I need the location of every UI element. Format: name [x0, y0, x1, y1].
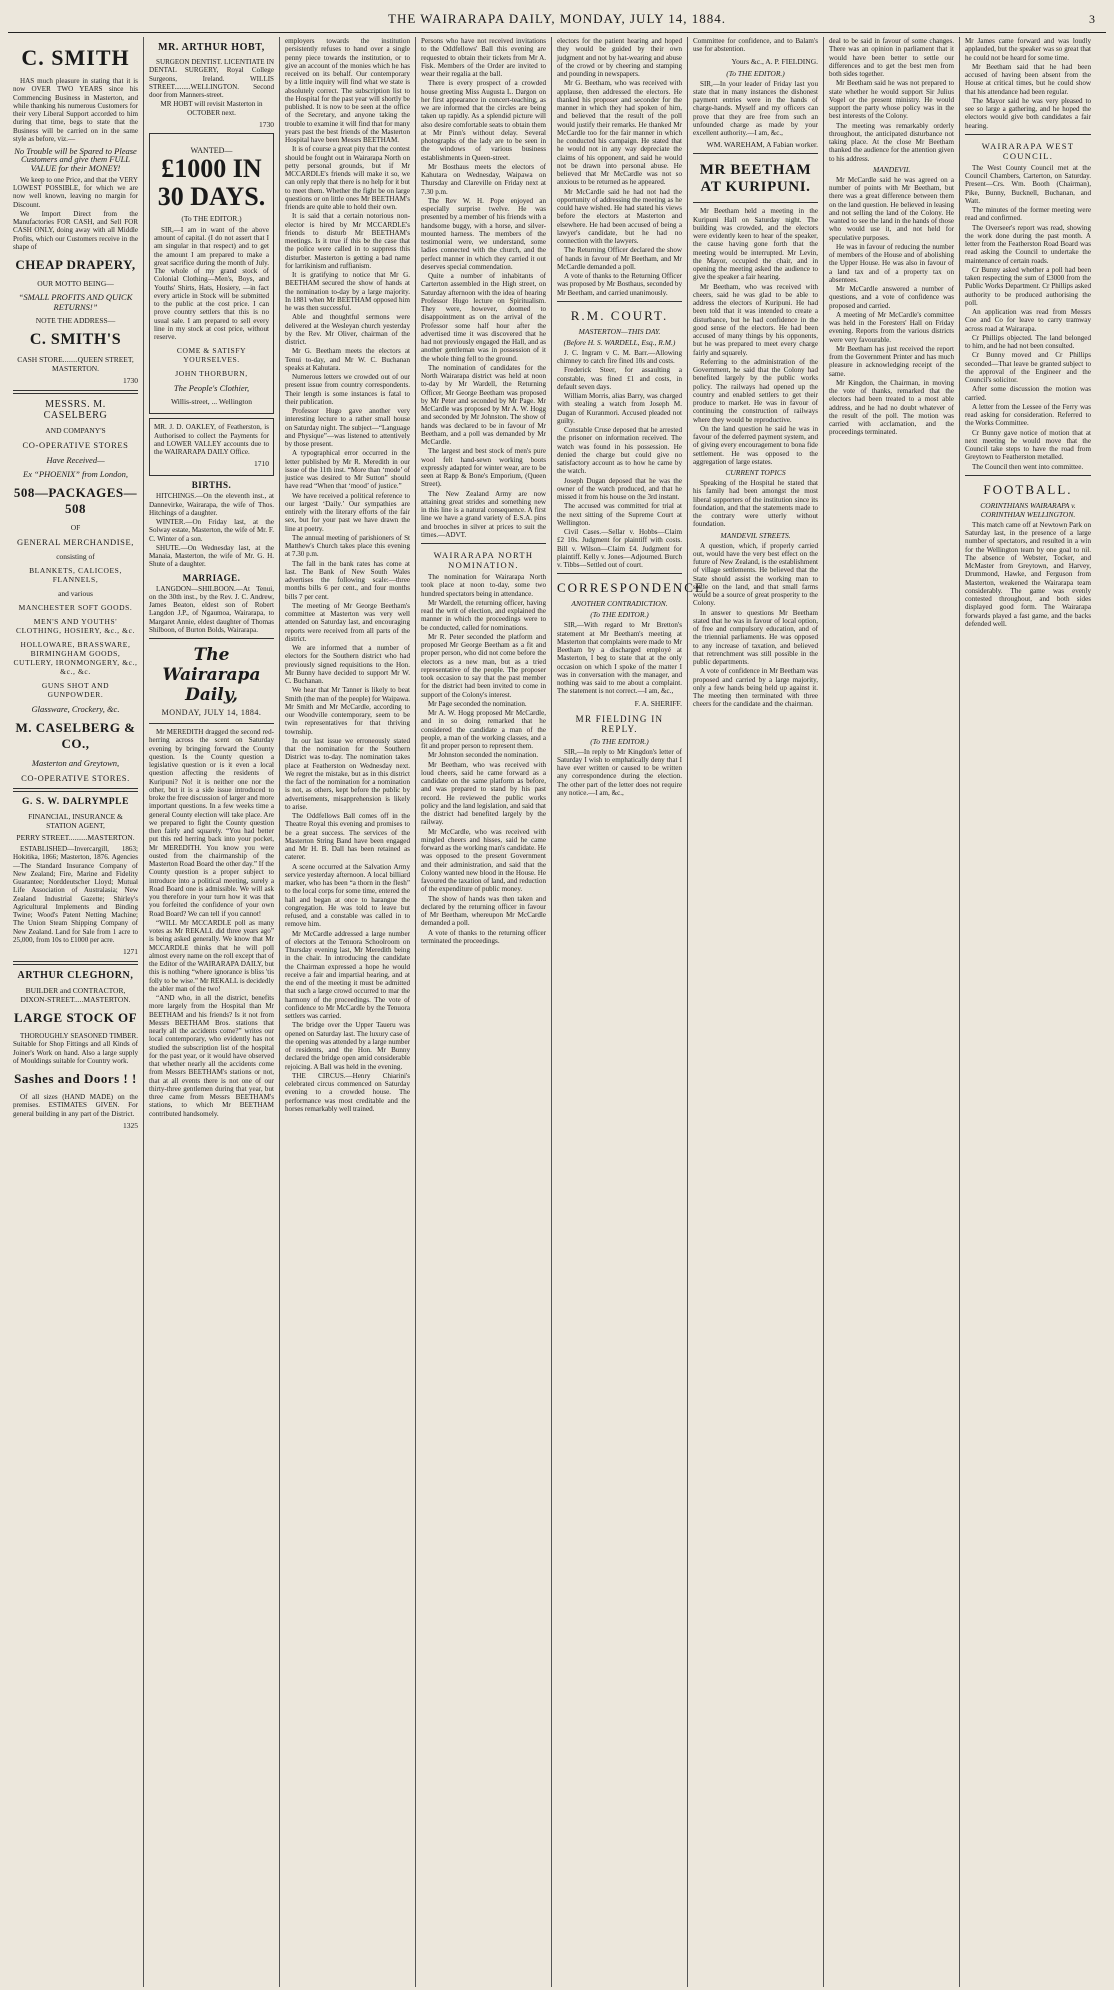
col4-p6: The nomination of candidates for the North Wairarapa district was held at noon to-day by Mr Wardell, the Returning Officer, Mr George Beetham was proposed by Mr Peter and seconded by Mr Page. Mr McCardle was proposed by Mr A. W. Hogg and seconded by Mr Johnston. The show of hands was declared to be in favour of Mr Beetham, and a poll was demanded by Mr McCardle. — [421, 363, 546, 446]
wanted-amount: £1000 IN 30 DAYS. — [157, 153, 266, 211]
divider — [693, 202, 818, 203]
oakley-number: 1710 — [254, 459, 269, 469]
thorburn-signature: JOHN THORBURN, — [175, 369, 248, 379]
divider — [557, 301, 682, 302]
col3-p21: THE CIRCUS.—Henry Chiarini's celebrated circus commenced on Saturday evening to a crowded house. The performance was most creditable and the horses remarkably well trained. — [285, 1071, 410, 1113]
thorburn-place: Willis-street, ... Wellington — [170, 397, 253, 407]
thorburn-ad — [149, 133, 274, 415]
editorial-1: Mr MEREDITH dragged the second red-herring across the scent on Saturday evening by bringing forward the County question. Is the County question a legislative question or is it even a local question affecting the residents of Kuripuni? No! it is neither one nor the other, but it is a side issue introduced to broke the free discussion of larger and more important questions. In a few weeks time a general County election will take place. Are we prepared to fight the County question then fairly and squarely. “You had better put this red herring back into your pocket, Mr MEREDITH. You know you were ousted from the chairmanship of the Masterton Road Board the other day.” If the County question is a proper subject to introduce into a political meeting, surely a Road Board one is admissible. We will ask you therefore in your turn how it was that you forfeited the confidence of your own Road Board? We can tell if you cannot! — [149, 728, 274, 918]
ad-number-2: 1271 — [123, 947, 138, 956]
col6-p7: Speaking of the Hospital he stated that his family had been amongst the most liberal supporters of the institution since its foundation, and that the statements made to the contrary were utterly without foundation. — [693, 479, 818, 529]
mandevil-streets: MANDEVIL STREETS. — [720, 530, 791, 540]
columns — [8, 37, 1106, 1987]
thorburn-letter: SIR,—I am in want of the above amount of capital. (I do not assert that I am singular in that respect) and to get the amount I am prepared to make a great sacrifice during the month of July. The whole of my grand stock of Colonial Clothing—Men's, Boys, and Youths' Shirts, Hats, Hosiery, —in fact every article in Stock will be submitted to the public at the cost price. I can prove country settlers that this is no usual sale. I am prepared to sell every line in my stock at cost price, without reserve. — [154, 225, 269, 341]
col7-p4: Mr McCardle said he was agreed on a number of points with Mr Beetham, but there was a great difference between them on the land question. He believed in leasing and not selling the land of the Colony. He wanted to see the land in the hands of those who would use it, and not held for speculative purposes. — [829, 175, 954, 242]
marriage-1: LANGDON—SHILBOON.—At Tenui, on the 30th inst., by the Rev. J. C. Andrew, James Beaton, eldest son of Robert Langdon J.P., of Ngaumoa, Wairarapa, to Margaret Annie, eldest daughter of Thomas Shilboon, of Burton Bolds, Wairarapa. — [149, 584, 274, 634]
note-address: NOTE THE ADDRESS— — [35, 316, 116, 325]
divider — [13, 390, 138, 394]
to-editor-1: (To THE EDITOR.) — [590, 610, 649, 620]
col8-p12: A letter from the Lessee of the Ferry was read asking for consideration. Referred to the Works Committee. — [965, 402, 1091, 428]
col4-p5: Quite a number of inhabitants of Carterton assembled in the High street, on Saturday afternoon with the idea of hearing Professor Hugo lecture on Spiritualism. They were, however, doomed to disappointment as on the arrival of the Professor some half hour after the advertised time it was discovered that he had not previously engaged the Hall, and as another gentleman was in possession of it the whole thing fell to the ground. — [421, 272, 546, 363]
packages: 508—PACKAGES—508 — [13, 485, 138, 516]
col6-p6: On the land question he said he was in favour of the deferred payment system, and of giving every encouragement to bona fide settlement. He was opposed to the aggregation of large estates. — [693, 424, 818, 466]
wanted-label: WANTED— — [190, 145, 233, 155]
col3-p19: Mr McCardle addressed a large number of electors at the Tenuora Schoolroom on Thursday evening last, Mr Meredith being in the chair. In introducing the candidate the Chairman expressed a hope he would receive a fair and impartial hearing, and at the end of the meeting it must be admitted that such a large crowd occurred to mar the harmony of the proceedings. The vote of confidence to Mr McCardle by the Tenuora settlers was carried. — [285, 929, 410, 1020]
council-heading: WAIRARAPA WEST COUNCIL. — [981, 140, 1075, 161]
col5-p4: The Returning Officer declared the show of hands in favour of Mr Beetham, and Mr McCardle demanded a poll. — [557, 246, 682, 271]
ad-number-1: 1730 — [123, 376, 138, 385]
come-satisfy: COME & SATISFY YOURSELVES. — [176, 346, 247, 365]
col8-p2: Mr Beetham said that he had been accused of having been absent from the House at critical times, but he could show that his attendance had been regular. — [965, 62, 1091, 96]
col8-p4: The West County Council met at the Council Chambers, Carterton, on Saturday. Present—Crs. Wm. Booth (Chairman), Pike, Bunny, Bucknell, Buchanan, and Watt. — [965, 163, 1091, 205]
court-heading: R.M. COURT. — [570, 307, 669, 323]
editorial-3: “AND who, in all the district, benefits more largely from the Hospital than Mr BEETHAM and his friends? Is it not from Messrs BEETHAM Bros. stations that nearly all the accidents come?” writes our local contemporary, who evidently has not studied the subscription list of the hospital for the past year, or it would have observed that whether nearly all the accidents come from Messrs BEETHAM's stations or not, that at all events there is not one of our thirty-three gentlemen during that year, but three came from Messrs BEETHAM's stations, to which Mr BEETHAM contributed handsomely. — [149, 994, 274, 1118]
col8-p14: The Council then went into committee. — [972, 462, 1084, 471]
col5-p12: Civil Cases.—Sellar v. Hobbs—Claim £2 10s. Judgment for plaintiff with costs. Bill v. Wilson—Claim £4. Judgment for plaintiff. Kelly v. Jones—Adjourned. Burch v. Tibbs—Settled out of court. — [557, 528, 682, 569]
cheap-drapery: CHEAP DRAPERY, — [15, 257, 136, 272]
col6-p1: Committee for confidence, and to Balam's use for abstention. — [693, 37, 818, 54]
large-stock: LARGE STOCK OF — [13, 1010, 138, 1025]
hobt-name: MR. ARTHUR HOBT, — [158, 42, 265, 53]
col8-p8: An application was read from Messrs Coe and Co for leave to carry tramway across road at Wairarapa. — [965, 308, 1091, 333]
to-editor: (To THE EDITOR.) — [181, 213, 242, 223]
col3-p17: The Oddfellows Ball comes off in the Theatre Royal this evening and promises to be a great success. The services of the Masterton String Band have been engaged and Mr H. B. Dall has been retained as caterer. — [285, 812, 410, 862]
blankets: BLANKETS, CALICOES, FLANNELS, — [29, 566, 122, 584]
col4-p4: The Rev W. H. Pope enjoyed an especially surprise twelve. He was presented by a member of his friends with a handsome buggy, with a horse, and silver-mounted harness. The members of the testimonial were, we understand, some ladies connected with the church, and the perfect manner in which they carried it out deserves special commendation. — [421, 196, 546, 271]
col8-p3: The Mayor said he was very pleased to see so large a gathering, and he hoped the electors would give both candidates a fair hearing. — [965, 96, 1091, 130]
correspondence-sub: ANOTHER CONTRADICTION. — [571, 599, 668, 609]
large-stock-text: THOROUGHLY SEASONED TIMBER. Suitable for Shop Fittings and all Kinds of Joiner's Work on hand. Also a large supply of Mouldings suitable for Country work. — [13, 1032, 138, 1065]
consisting-label: consisting of — [56, 552, 95, 561]
editorial-2: “WILL Mr MCCARDLE poll as many votes as Mr REKALL did three years ago” is being asked generally. We know that Mr MCCARDLE thinks that he will poll almost every name on the roll except that of the Editor of the WAIRARAPA DAILY, but this is nothing “where ignorance is bliss 'tis folly to be wise.” Mr REKALL is decidedly the abler man of the two! — [149, 918, 274, 993]
signature-wareham: WM. WAREHAM, A Fabian worker. — [706, 140, 818, 150]
smith-intro: HAS much pleasure in stating that it is now OVER TWO YEARS since his Commencing Business in Masterton, and while thanking his numerous Customers for their very Liberal Support accorded to him during that time, begs to state that the Business will be carried on in the same style as before, viz.— — [13, 77, 138, 143]
col4-p2: There is every prospect of a crowded house greeting Miss Augusta L. Dargon on her first appearance in concert-teaching, as we are informed that the circles are being taken up rapidly. As a splendid picture will also desire comfortable seats to obtain them at Mr Pinn's without delay. Several photographs of the lady are to be seen in the windows of various business establishments in Queen-street. — [421, 79, 546, 162]
col4-p7: The largest and best stock of men's pure wool felt hand-sewn working boots expressly adapted for winter wear, are to be seen at Rapp & Bone's Emporium, (Queen Street). — [421, 447, 546, 489]
column-6 — [688, 37, 824, 1987]
current-topics-heading: CURRENT TOPICS — [725, 468, 786, 477]
divider — [965, 134, 1091, 135]
col4-p17: The show of hands was then taken and declared by the returning officer in favour of Mr Beetham, whereupon Mr McCardle demanded a poll. — [421, 894, 546, 928]
of-label: OF — [70, 523, 81, 532]
marriage-heading: MARRIAGE. — [182, 572, 241, 583]
divider — [149, 638, 274, 639]
beetham-headline: MR BEETHAM AT KURIPUNI. — [699, 162, 812, 196]
col4-p14: Mr Johnston seconded the nomination. — [428, 751, 539, 760]
caselberg-firm: MESSRS. M. CASELBERG — [43, 399, 108, 421]
col3-p1: employers towards the institution persistently refuses to hand over a single penny piece towards the institution, or to give an account of the monies which he has received on its behalf. Our contemporary by a little inquiry will find what we state is absolutely correct. The subscription list to the Hospital for the past year will shortly be published. It is now to be seen at the office of the Secretary, and anyone taking the trouble to examine it will find that for many years past the best friends of the Masterton Hospital have been Messrs BEETHAM. — [285, 37, 410, 144]
col6-p10: A vote of confidence in Mr Beetham was proposed and carried by a large majority, only a few hands being held up against it. The meeting then terminated with three cheers for the candidate and the chairman. — [693, 667, 818, 709]
col3-p8: Professor Hugo gave another very interesting lecture to a rather small house on Saturday night. The subject—“Language and Physique”—was listened to attentively by those present. — [285, 407, 410, 448]
col5-p5: A vote of thanks to the Returning Officer was proposed by Mr Bosthaus, seconded by Mr Beetham, and carried unanimously. — [557, 272, 682, 297]
column-4 — [416, 37, 552, 1987]
col3-p11: The annual meeting of parishioners of St Matthew's Church takes place this evening at 7.30 p.m. — [285, 533, 410, 559]
col6-p4: Mr Beetham, who was received with cheers, said he was glad to be able to address the electors of Kuripuni. He had been told that it was intended to create a disturbance, but he had confidence in the good sense of the electors. He had been accused of many things by his opponents, but he was prepared to meet every charge fairly and squarely. — [693, 282, 818, 357]
col5-p3: Mr McCardle said he had not had the opportunity of addressing the meeting as he could have wished. He had stated his views before the electors at Masterton and elsewhere. He had been accused of being a lawyer's candidate, but he had no connection with the lawyers. — [557, 187, 682, 245]
column-8 — [960, 37, 1096, 1987]
ship-name: Ex “PHOENIX” from London, — [23, 469, 128, 479]
glassware: Glassware, Crockery, &c. — [31, 704, 120, 714]
col3-p15: We hear that Mr Tanner is likely to beat Smith (the man of the people) for Waipawa. Mr Smith and Mr McCardle, according to our Woodville contemporary, seem to be twin representatives for that thriving township. — [285, 686, 410, 736]
caselberg-firm-3: M. CASELBERG & CO., — [15, 720, 136, 751]
col7-p1: deal to be said in favour of some changes. There was an opinion in parliament that it would have been better to settle our differences and to get the best men from both sides together. — [829, 37, 954, 78]
fielding-heading: MR FIELDING IN REPLY. — [575, 713, 664, 734]
have-received: Have Received— — [46, 455, 105, 465]
football-heading: FOOTBALL. — [983, 481, 1073, 497]
col4-p8: The New Zealand Army are now attaining great strides and something new in this line is a natural consequence. A first line we have a grand variety of E.S.A. pins and brooches in silver at prices to suit the times.—ADVT. — [421, 489, 546, 539]
col5-p9: Constable Cruse deposed that he arrested the prisoner on information received. The watch was found in his possession. He denied the charge but could give no satisfactory account as to how he came by the watch. — [557, 426, 682, 476]
col3-p16: In our last issue we erroneously stated that the nomination for the Southern District was to-day. The nomination takes place at Featherston on Wednesday next. We regret the mistake, but as in this district the fact of the nomination for a nomination is not, as others, kept before the public by advertisements, misapprehension is likely to arise. — [285, 736, 410, 811]
col7-p6: Mr McCardle answered a number of questions, and a vote of confidence was proposed and carried. — [829, 285, 954, 310]
col3-p18: A scene occurred at the Salvation Army service yesterday afternoon. A local billiard marker, who has been “a thorn in the flesh” to the local corps for some time, entered the hall and began at once to harangue the congregation. He was told to leave but refused, and a constable was called in to remove him. — [285, 862, 410, 929]
col3-p10: We have received a political reference to our largest ‘Daily.’ Our sympathies are entirely with the literary efforts of the fair sex, but for your past we have drawn the line at poetry. — [285, 491, 410, 533]
mandevil-heading: MANDEVIL — [872, 164, 911, 174]
dalrymple-text: ESTABLISHED—Invercargill, 1863; Hokitika, 1866; Masterton, 1876. Agencies—The Standard Insurance Company of New Zealand; Fire, Marine and Fidelity Guarantee; Norddeutscher Lloyd; Mutual Life Association of Australasia; New Zealand Industrial Gazette; Shirley's Agricultural Implements and Binding Twine; Wood's Patent Netting Machine; The Union Steam Shipping Company of New Zealand. Land for Sale from 1 acre to 25,000, from 10s to £1000 per acre. — [13, 845, 138, 944]
to-editor-2: (To THE EDITOR.) — [590, 736, 649, 746]
col3-p7: Numerous letters we crowded out of our present issue from country correspondents. Their length is some instances is fatal to their publication. — [285, 373, 410, 406]
col4-p12: Mr Page seconded the nomination. — [428, 699, 527, 708]
birth-2: WINTER.—On Friday last, at the Solway estate, Masterton, the wife of Mr. F. C. Winter of a son. — [149, 518, 274, 543]
col6-p2: SIR,—In your leader of Friday last you state that in many instances the dishonest payment entries were in the hands of charge-hands. Myself and my officers can prove that they are free from such an unfounded charge as made by your excellent authority.—I am, &c., — [693, 79, 818, 137]
general-merchandise: GENERAL MERCHANDISE, — [17, 537, 134, 547]
col6-p8: A question, which, if properly carried out, would have the very best effect on the future of New Zealand, is the establishment of village settlements. He believed that the State should assist the working man to settle on the land, and that small farms would be a source of great prosperity to the Colony. — [693, 541, 818, 608]
signature-fielding: Yours &c., A. P. FIELDING. — [731, 56, 818, 66]
col8-p11: After some discussion the motion was carried. — [965, 385, 1091, 402]
dalrymple-place: PERRY STREET..........MASTERTON. — [16, 833, 135, 842]
various-label: and various — [58, 589, 93, 598]
mens-clothing: MEN'S AND YOUTHS' CLOTHING, HOSIERY, &c., &c. — [16, 617, 135, 635]
births-heading: BIRTHS. — [191, 480, 232, 491]
col7-p2: Mr Beetham said he was not prepared to state whether he would support Sir Julius Vogel or the present ministry. He would support the party whose policy was in the best interests of the Colony. — [829, 79, 954, 121]
hobt-text: SURGEON DENTIST. LICENTIATE IN DENTAL SURGERY, Royal College Surgeons, Ireland. WILLIS STREET.........WELLINGTON. Second door from Manners-street. — [149, 58, 274, 99]
col8-p15: This match came off at Newtown Park on Saturday last, in the presence of a large number of spectators, and resulted in a win for the Wellington team by one goal to nil. The absence of Webster, Tocker, and McMaster from Greytown, and Harvey, Drummond, Hawke, and Ferguson from Masterton, weakened the Wairarapa team considerably. The game was evenly contested throughout, and both sides displayed good form. The Wairarapa forwards played a fast game, and the backs defended well. — [965, 520, 1091, 628]
col3-p12: The fall in the bank rates has come at last. The Bank of New South Wales advertises the following scale:—three months bills 6 per cent., and four months bills 7 per cent. — [285, 559, 410, 601]
smith-p3: We Import Direct from the Manufactories FOR CASH, and Sell FOR CASH ONLY, doing away with all Middle Profits, which our Customers receive in the shape of — [13, 209, 138, 251]
divider — [13, 961, 138, 965]
hobt-note: MR HOBT will revisit Masterton in OCTOBER next. — [160, 100, 263, 117]
col4-p16: Mr McCardle, who was received with mingled cheers and hisses, said he came forward as the working man's candidate. He was opposed to the present Government and their administration, and said that the Colony wanted new blood in the House. He favoured the taxation of land, and reduction of the expenditure of public money. — [421, 827, 546, 894]
sashes-doors: Sashes and Doors ! ! — [14, 1071, 137, 1086]
coop-stores-2: CO-OPERATIVE STORES. — [21, 773, 130, 783]
column-2 — [144, 37, 280, 1987]
dalrymple-name: G. S. W. DALRYMPLE — [21, 797, 130, 807]
col7-p3: The meeting was remarkably orderly throughout, the anticipated disturbance not taking place. At the close Mr Beetham thanked the audience for the attention given to his address. — [829, 121, 954, 163]
col3-p13: The meeting of Mr George Beetham's committee at Masterton was very well attended on Saturday last, and encouraging reports were received from all parts of the district. — [285, 601, 410, 643]
smith-no-trouble: No Trouble will be Spared to Please Customers and give them FULL VALUE for their MONEY! — [14, 146, 137, 173]
signature-sheriff: F. A. SHERIFF. — [634, 698, 682, 708]
guns-shot: GUNS SHOT AND GUNPOWDER. — [41, 681, 110, 699]
col8-p5: The minutes of the former meeting were read and confirmed. — [965, 206, 1091, 223]
football-sub: CORINTHIANS WAIRARAPA v. CORINTHIAN WELLINGTON. — [980, 500, 1076, 519]
ad-number-3: 1325 — [123, 1120, 138, 1130]
col5-p13: SIR,—With regard to Mr Bretton's statement at Mr Beetham's meeting at Masterton that complaints were made to Mr Beetham by a discharged employé at Masterton, I beg to state that at the only occasion on which I spoke of the matter I was in conversation with the manager, and nothing was said to me about a complaint. The statement is not correct.—I am, &c., — [557, 621, 682, 696]
col5-p14: SIR,—In reply to Mr Kingdon's letter of Saturday I wish to emphatically deny that I have ever written or caused to be written any correspondence during the election. The other part of the letter does not require any notice.—I am, &c., — [557, 747, 682, 797]
divider — [557, 573, 682, 574]
hobt-number: 1730 — [259, 119, 274, 129]
sashes-text: Of all sizes (HAND MADE) on the premises. ESTIMATES GIVEN. For general building in any part of the District. — [13, 1093, 138, 1118]
cleghorn-name: ARTHUR CLEGHORN, — [17, 970, 134, 981]
column-3 — [280, 37, 416, 1987]
col8-p7: Cr Bunny asked whether a poll had been taken respecting the sum of £3000 from the Public Works Department. Cr Phillips asked authority to be produced authorising the poll. — [965, 265, 1091, 307]
column-5 — [552, 37, 711, 1987]
col8-p6: The Overseer's report was read, showing the work done during the past month. A letter from the Featherston Road Board was read asking the Council to undertake the maintenance of certain roads. — [965, 223, 1091, 265]
divider — [693, 153, 818, 154]
coop-stores: CO-OPERATIVE STORES — [22, 440, 129, 450]
col3-p14: We are informed that a number of electors for the Southern district who had previously signed requisitions to the Hon. Mr Bunny have decided to support Mr W. C. Buchanan. — [285, 644, 410, 685]
manchester-goods: MANCHESTER SOFT GOODS. — [18, 603, 133, 612]
col8-p13: Cr Bunny gave notice of motion that at next meeting he would move that the Council take steps to have the road from Greytown to Featherston metalled. — [965, 428, 1091, 462]
court-sub-1: MASTERTON—THIS DAY. — [578, 326, 661, 336]
issue-date: MONDAY, JULY 14, 1884. — [161, 708, 262, 717]
col6-p3: Mr Beetham held a meeting in the Kuripuni Hall on Saturday night. The building was crowded, and the electors were evidently keen to hear of the speaker, the cause having gone forth that the meeting would be interrupted. Mr Levin, the Mayor, occupied the chair, and in opening the meeting asked the audience to give the speaker a fair hearing. — [693, 207, 818, 282]
smith-p2: We keep to one Price, and that the VERY LOWEST POSSIBLE, for which we are now well known, leaving no margin for Discount. — [13, 175, 138, 209]
col7-p7: A meeting of Mr McCardle's committee was held in the Foresters' Hall on Friday evening. Reports from the various districts were very favourable. — [829, 310, 954, 344]
motto: “SMALL PROFITS AND QUICK RETURNS!” — [18, 292, 133, 312]
correspondence-heading: CORRESPONDENCE. — [557, 580, 711, 596]
col3-p5: Able and thoughtful sermons were delivered at the Wesleyan church yesterday by the Rev. Mr Oliver, chairman of the district. — [285, 313, 410, 346]
col3-p4: It is gratifying to notice that Mr G. BEETHAM secured the show of hands at the nomination to-day by a large majority. In 1881 when Mr BEETHAM opposed him he was then successful. — [285, 271, 410, 312]
col6-p5: Referring to the administration of the Government, he said that the Colony had benefited largely by the public works policy. The railways had opened up the country and enabled settlers to get their produce to market. He was in favour of continuing the construction of railways where they would be reproductive. — [693, 357, 818, 424]
col4-p9: The nomination for Wairarapa North took place at noon to-day, some two hundred spectators being in attendance. — [421, 573, 546, 598]
col5-p7: Frederick Steer, for assaulting a constable, was fined £1 and costs, in default seven days. — [557, 366, 682, 391]
col7-p5: He was in favour of reducing the number of members of the House and of abolishing the Upper House. He was also in favour of a land tax and of a property tax on absentees. — [829, 242, 954, 284]
col3-p2: It is of course a great pity that the contest should be fought out in Wairarapa North on petty personal grounds, but if Mr MCCARDLE's friends will make it so, we can only reply that there is no help for it but to meet them. Whether the fight be on large questions or on little ones Mr BEETHAM's friends are quite able to hold their own. — [285, 145, 410, 211]
motto-label: OUR MOTTO BEING— — [37, 279, 114, 288]
col7-p9: Mr Kingdon, the Chairman, in moving the vote of thanks, remarked that the electors had been treated to a most able address, and he had no doubt whatever of the result of the poll. The motion was carried with acclamation, and the proceedings terminated. — [829, 378, 954, 437]
col5-p11: The accused was committed for trial at the next sitting of the Supreme Court at Wellington. — [557, 502, 682, 527]
col4-p10: Mr Wardell, the returning officer, having read the writ of election, and explained the manner in which the proceedings were to be conducted, called for nominations. — [421, 598, 546, 632]
divider — [965, 475, 1091, 476]
col5-p1: electors for the patient hearing and hoped they would be guided by their own judgment and not by hat-wearing and abuse of the crowd or by cheering and stamping and pounding in newspapers. — [557, 37, 682, 78]
birth-1: HITCHINGS.—On the eleventh inst., at Dannevirke, Wairarapa, the wife of Thos. Hitchings of a daughter. — [149, 492, 274, 517]
col4-p13: Mr A. W. Hogg proposed Mr McCardle, and in so doing remarked that he considered the candidate a man of the people, a man of the working classes, and a fit and proper person to represent them. — [421, 709, 546, 750]
col4-p18: A vote of thanks to the returning officer terminated the proceedings. — [421, 928, 546, 945]
col4-p15: Mr Beetham, who was received with loud cheers, said he came forward as a candidate on the same platform as before, and was prepared to stand by his past record. He reviewed the public works policy and the land legislation, and said that the district had benefited largely by the railway. — [421, 760, 546, 827]
dalrymple-sub: FINANCIAL, INSURANCE & STATION AGENT, — [28, 812, 123, 830]
column-7 — [824, 37, 960, 1987]
thorburn-sub: The People's Clothier, — [173, 383, 250, 394]
nomination-heading: WAIRARAPA NORTH NOMINATION. — [433, 550, 534, 570]
paper-title: The Wairarapa Daily, — [162, 645, 261, 705]
col5-p2: Mr G. Beetham, who was received with applause, then addressed the electors. He thanked his proposer and seconder for the manner in which they had spoken of him, and believed that the result of the poll would justify their remarks. He thanked Mr McCardle too for the fair manner in which he conducted his campaign. He stated that he would not in any way depreciate the claims of his opponent, and said he would not be drawn into personal abuse. He believed that Mr McCardle was not so anxious to be returned as he appeared. — [557, 79, 682, 187]
masthead — [8, 6, 1106, 33]
divider — [149, 723, 274, 724]
page-number: 3 — [1089, 11, 1096, 26]
col6-p9: In answer to questions Mr Beetham stated that he was in favour of local option, of free and compulsory education, and of the triennial parliaments. He was opposed to any increase of taxation, and believed that retrenchment was still possible in the public departments. — [693, 608, 818, 666]
divider — [421, 543, 546, 544]
col8-p9: Cr Phillips objected. The land belonged to him, and he had not been consulted. — [965, 333, 1091, 350]
col4-p11: Mr R. Peter seconded the platform and proposed Mr George Beetham as a fit and proper person, who did not come before the electors as a new man, but as a tried representative of the people. The proposer took occasion to say that the past member for the district had been invited to come in support of the Colony's interest. — [421, 632, 546, 699]
oakley-notice — [149, 418, 274, 476]
col4-p1: Persons who have not received invitations to the Oddfellows' Ball this evening are requested to obtain their tickets from Mr A. Fisk. Members of the Order are invited to wear their regalia at the ball. — [421, 37, 546, 78]
oakley-text: MR. J. D. OAKLEY, of Featherston, is Authorised to collect the Payments for and LOWER VALLEY accounts due to the WAIRARAPA DAILY Office. — [154, 423, 269, 456]
caselberg-places: Masterton and Greytown, — [31, 758, 120, 768]
col5-p8: William Morris, alias Barry, was charged with stealing a watch from Joseph M. Dugan of Kuranmori. Accused pleaded not guilty. — [557, 392, 682, 425]
col7-p8: Mr Beetham has just received the report from the Government Printer and has much pleasure in acknowledging receipt of the same. — [829, 344, 954, 378]
cleghorn-sub: BUILDER and CONTRACTOR, DIXON-STREET.....MASTERTON. — [20, 986, 131, 1004]
masthead-title: THE WAIRARAPA DAILY, MONDAY, JULY 14, 1884. — [388, 11, 726, 26]
col4-p3: Mr Bosthaus meets the electors of Kahutara on Wednesday, Waipawa on Thursday and Clareville on Friday next at 7.30 p.m. — [421, 162, 546, 196]
col5-p10: Joseph Dugan deposed that he was the owner of the watch produced, and that he missed it from his house on the 3rd instant. — [557, 476, 682, 501]
col3-p9: A typographical error occurred in the letter published by Mr R. Meredith in our issue of the 11th inst. “More than ‘mode’ of justice was desired to Mr Sutton” should have read “When that ‘mood’ of justice.” — [285, 449, 410, 491]
col8-p1: Mr James came forward and was loudly applauded, but the speaker was so great that he could not be heard for some time. — [965, 37, 1091, 62]
col8-p10: Cr Bunny moved and Cr Phillips seconded—That leave be granted subject to the approval of the Engineer and the Council's solicitor. — [965, 351, 1091, 384]
col5-p6: J. C. Ingram v C. M. Barr.—Allowing chimney to catch fire fined 10s and costs. — [557, 348, 682, 365]
smith-name: C. SMITH — [21, 45, 130, 70]
hollowware: HOLLOWARE, BRASSWARE, BIRMINGHAM GOODS, CUTLERY, IRONMONGERY, &c., &c., &c. — [13, 640, 138, 676]
to-editor-3: (To THE EDITOR.) — [726, 68, 785, 78]
birth-3: SHUTE.—On Wednesday last, at the Manaia, Masterton, the wife of Mr. G. H. Shute of a daughter. — [149, 543, 274, 569]
caselberg-firm-2: AND COMPANY'S — [45, 426, 106, 435]
court-sub-2: (Before H. S. WARDELL, Esq., R.M.) — [563, 337, 676, 347]
column-1 — [8, 37, 144, 1987]
smith-name-2: C. SMITH'S — [29, 331, 122, 348]
col3-p3: It is said that a certain notorious non-elector is hired by Mr MCCARDLE's friends to disturb Mr BEETHAM's meetings. Is it true if this be the case that the police were called in to suppress this disturber. Masterton is getting a bad name for larrikinism and ruffianism. — [285, 212, 410, 270]
col3-p6: Mr G. Beetham meets the electors at Tenui to-day, and Mr W. C. Buchanan speaks at Kahutara. — [285, 347, 410, 372]
divider — [13, 788, 138, 792]
col3-p20: The bridge over the Upper Taueru was opened on Saturday last. The luxury case of the opening was attended by a large number of residents, and the Hon. Mr Bunny declared the bridge open amid considerable rejoicing. A Ball was held in the evening. — [285, 1021, 410, 1071]
smith-address: CASH STORE........QUEEN STREET, MASTERTON. — [17, 355, 134, 373]
